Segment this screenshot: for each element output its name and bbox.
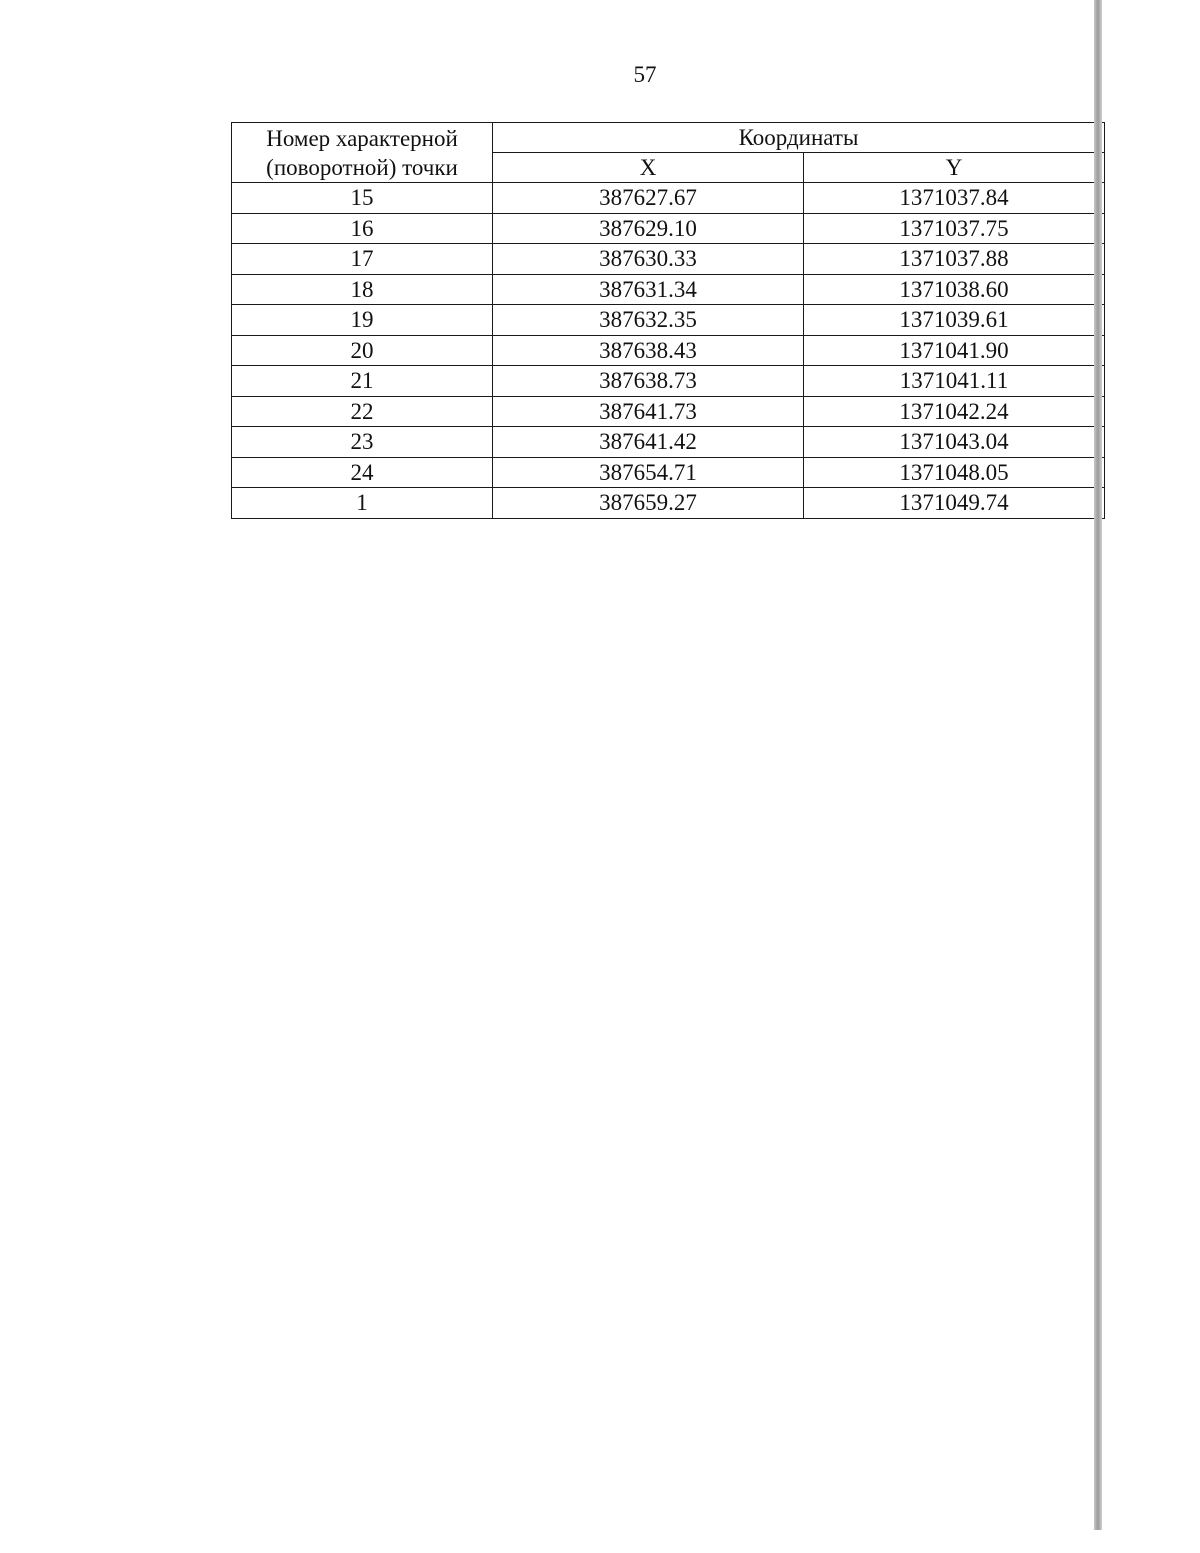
- table-row: [232, 274, 1105, 305]
- header-point-number: [232, 123, 493, 183]
- cell-x: 387654.71: [493, 457, 804, 488]
- cell-y: 1371041.11: [804, 366, 1105, 397]
- header-coordinates: Координаты: [493, 123, 1105, 153]
- cell-y: 1371038.60: [804, 274, 1105, 305]
- cell-x: 387638.73: [493, 366, 804, 397]
- cell-x: 387659.27: [493, 488, 804, 519]
- cell-point: 22: [232, 396, 493, 427]
- header-point-line1: Номер характерной: [266, 125, 458, 151]
- header-y: Y: [804, 153, 1105, 183]
- cell-x: 387629.10: [493, 213, 804, 244]
- table-row: [232, 396, 1105, 427]
- cell-y: 1371037.88: [804, 244, 1105, 275]
- cell-point: 16: [232, 213, 493, 244]
- coordinates-table: [231, 122, 1105, 519]
- cell-x: 387627.67: [493, 183, 804, 214]
- cell-x: 387641.73: [493, 396, 804, 427]
- cell-point: 23: [232, 427, 493, 458]
- scan-edge-shadow: [1094, 0, 1102, 1530]
- table-row: [232, 244, 1105, 275]
- table-row: [232, 183, 1105, 214]
- table-body: [232, 183, 1105, 519]
- cell-point: 21: [232, 366, 493, 397]
- cell-x: 387631.34: [493, 274, 804, 305]
- cell-point: 17: [232, 244, 493, 275]
- table-row: [232, 305, 1105, 336]
- cell-y: 1371042.24: [804, 396, 1105, 427]
- cell-y: 1371048.05: [804, 457, 1105, 488]
- cell-point: 18: [232, 274, 493, 305]
- cell-x: 387632.35: [493, 305, 804, 336]
- cell-y: 1371043.04: [804, 427, 1105, 458]
- table-row: [232, 457, 1105, 488]
- cell-y: 1371041.90: [804, 335, 1105, 366]
- table-row: [232, 366, 1105, 397]
- cell-point: 24: [232, 457, 493, 488]
- cell-y: 1371037.75: [804, 213, 1105, 244]
- cell-y: 1371039.61: [804, 305, 1105, 336]
- header-point-line2: (поворотной) точки: [266, 154, 458, 180]
- cell-point: 15: [232, 183, 493, 214]
- header-x: X: [493, 153, 804, 183]
- table-row: [232, 427, 1105, 458]
- table-header-row: [232, 123, 1105, 153]
- cell-point: 1: [232, 488, 493, 519]
- table-row: [232, 213, 1105, 244]
- table-row: [232, 335, 1105, 366]
- cell-point: 19: [232, 305, 493, 336]
- table-row: [232, 488, 1105, 519]
- cell-x: 387638.43: [493, 335, 804, 366]
- cell-x: 387630.33: [493, 244, 804, 275]
- page-number: 57: [633, 62, 657, 87]
- cell-y: 1371049.74: [804, 488, 1105, 519]
- cell-x: 387641.42: [493, 427, 804, 458]
- cell-y: 1371037.84: [804, 183, 1105, 214]
- cell-point: 20: [232, 335, 493, 366]
